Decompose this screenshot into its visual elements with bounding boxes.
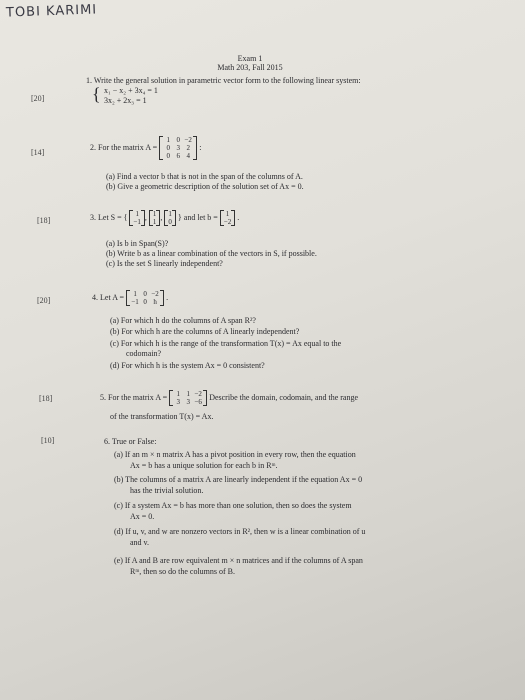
q5-prefix: 5. For the matrix A =	[100, 393, 168, 402]
q3-vector-3: 1 0	[164, 210, 176, 226]
q3-part-c: (c) Is the set S linearly independent?	[106, 259, 223, 268]
q2-line	[90, 136, 201, 160]
q5-line	[100, 390, 358, 406]
q4-part-c-cont: codomain?	[126, 349, 162, 358]
q5-points: [18]	[39, 394, 53, 403]
q4-line: 4. Let A = 1 0 −2 −1 0 h .	[92, 290, 169, 306]
q2-points: [14]	[31, 148, 45, 157]
q2-suffix: :	[199, 143, 202, 152]
handwritten-name: TOBI KARIMI	[5, 2, 98, 21]
q3-points: [18]	[37, 216, 51, 225]
q6-part-c: (c) If a system Ax = b has more than one solution, then so does the system	[114, 501, 352, 510]
q5-matrix: 1 1 −2 3 3 −6	[169, 390, 207, 406]
q1-brace: {	[92, 84, 101, 104]
q4-part-c: (c) For which h is the range of the transformation T(x) = Ax equal to the	[110, 339, 342, 348]
q1-points: [20]	[31, 94, 45, 103]
q6-part-c-cont: Ax = 0.	[130, 512, 155, 521]
q6-part-a: (a) If an m × n matrix A has a pivot position in every row, then the equation	[114, 450, 356, 459]
q3-part-a: (a) Is b in Span(S)?	[106, 239, 169, 248]
q6-part-b: (b) The columns of a matrix A are linearly independent if the equation Ax = 0	[114, 475, 363, 484]
q6-part-e-cont: Rᵐ, then so do the columns of B.	[130, 567, 236, 576]
q3-b-vector: 1 −2	[220, 210, 235, 226]
q3-prefix: 3. Let S = {	[90, 213, 128, 222]
q4-part-b: (b) For which h are the columns of A linearly independent?	[110, 327, 300, 336]
q3-part-b: (b) Write b as a linear combination of the vectors in S, if possible.	[106, 249, 317, 258]
q3-vector-2: 1 1	[149, 210, 161, 226]
q1-eq1: x₁ − x₂ + 3x₄ = 1	[104, 86, 158, 95]
q5-suffix: Describe the domain, codomain, and the range	[209, 393, 359, 402]
q3-suffix: } and let b =	[177, 213, 218, 222]
q2-part-b: (b) Give a geometric description of the solution set of Ax = 0.	[106, 182, 304, 191]
q4-part-a: (a) For which h do the columns of A span R²?	[110, 316, 256, 325]
q6-title: 6. True or False:	[104, 437, 157, 446]
q2-part-a: (a) Find a vector b that is not in the span of the columns of A.	[106, 172, 303, 181]
q6-part-d: (d) If u, v, and w are nonzero vectors in R², then w is a linear combination of u	[114, 527, 366, 536]
exam-title: Exam 1	[237, 54, 263, 63]
q5-line2: of the transformation T(x) = Ax.	[110, 412, 214, 421]
q1-eq2: 3x₂ + 2x₃ = 1	[104, 96, 147, 105]
course-line: Math 203, Fall 2015	[217, 63, 283, 72]
q2-matrix: 1 0 −2 0 3 2 0 6 4	[159, 136, 197, 160]
q6-points: [10]	[41, 436, 55, 445]
q3-line: 3. Let S = { 1 −1 , 1 1 , 1 0 } and let b = 1 −2 .	[90, 210, 240, 226]
q2-prefix: 2. For the matrix A =	[90, 143, 158, 152]
q6-part-b-cont: has the trivial solution.	[130, 486, 204, 495]
q6-part-d-cont: and v.	[130, 538, 150, 547]
q4-points: [20]	[37, 296, 51, 305]
q4-part-d: (d) For which h is the system Ax = 0 consistent?	[110, 361, 265, 370]
q1-text: 1. Write the general solution in parametric vector form to the following linear system:	[86, 76, 361, 85]
q6-part-a-cont: Ax = b has a unique solution for each b in Rᵐ.	[130, 461, 278, 470]
q4-matrix: 1 0 −2 −1 0 h	[126, 290, 164, 306]
q4-prefix: 4. Let A =	[92, 293, 125, 302]
q3-vector-1: 1 −1	[129, 210, 144, 226]
q6-part-e: (e) If A and B are row equivalent m × n matrices and if the columns of A span	[114, 556, 363, 565]
